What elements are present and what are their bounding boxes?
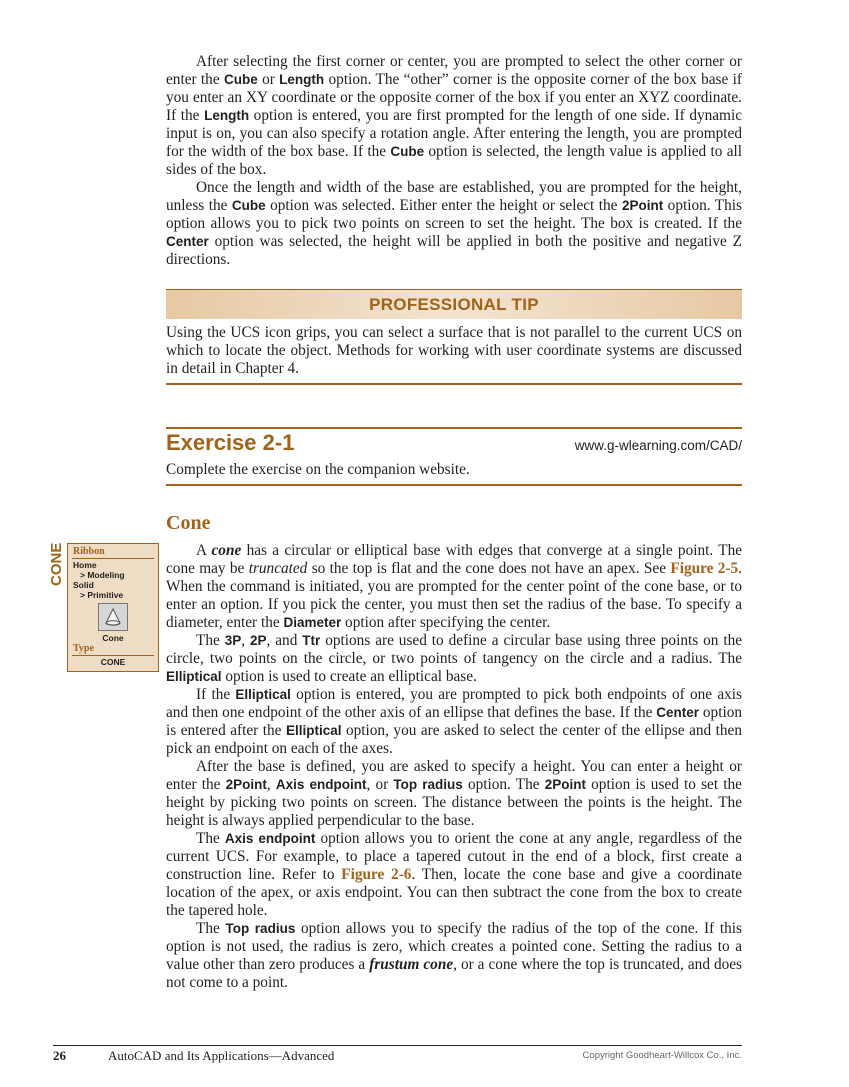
key-term: frustum cone (369, 956, 454, 973)
command-option: Axis endpoint (224, 831, 316, 846)
exercise-header (166, 430, 742, 456)
command-option: Center (656, 705, 700, 720)
text-run: The (196, 920, 226, 937)
italic-term: truncated (248, 560, 308, 577)
paragraph (166, 632, 742, 686)
command-option: Length (204, 108, 250, 123)
professional-tip-heading: PROFESSIONAL TIP (166, 289, 742, 319)
command-option: Ttr (302, 633, 321, 648)
text-run: The (196, 632, 225, 649)
text-run: If the (196, 686, 236, 703)
text-run: , and (266, 632, 303, 649)
cone-button-label: Cone (102, 633, 124, 643)
text-run: Once the length and width of the base are established, you are prompted for the height, unless the (166, 179, 742, 214)
command-option: 2Point (621, 198, 664, 213)
paragraph (166, 920, 742, 992)
text-run: option is entered after the (166, 704, 743, 739)
command-option: 3P (224, 633, 242, 648)
text-run: option. The (462, 776, 545, 793)
text-run: option allows you to orient the cone at any angle, regardless of the current UCS. For example, to place a tapered cutout in the end of a block, first create a construction line. Refer to (166, 830, 742, 883)
ribbon-panel: > Modeling (80, 570, 125, 580)
ribbon-label: Ribbon (73, 546, 105, 557)
text-run: The (196, 830, 225, 847)
text-run: . Then, locate the cone base and give a coordinate location of the apex, or axis endpoint. You can then subtract the cone from the box to create the tapered hole. (166, 866, 743, 919)
command-name: CONE (100, 657, 126, 667)
exercise-title: Exercise 2-1 (166, 430, 295, 455)
ribbon-panel: > Primitive (80, 590, 124, 600)
tip-text: Using the UCS icon grips, you can select a surface that is not parallel to the current UCS on which to locate the object. Methods for working with user coordinate systems are discussed in detail in Chapter 4. (166, 324, 742, 377)
paragraph (166, 758, 742, 830)
copyright: Copyright Goodheart-Willcox Co., Inc. (582, 1050, 742, 1061)
text-run: option after specifying the center. (341, 614, 551, 631)
command-option: Elliptical (166, 669, 222, 684)
text-run: , (266, 776, 276, 793)
text-run: option was selected, the height will be applied in both the positive and negative Z directions. (166, 233, 742, 268)
section-title: Cone (166, 512, 211, 534)
cone-icon (103, 607, 123, 627)
text-run: option is entered, you are first prompted for the length of one side. If dynamic input is on, you can also specify a rotation angle. After entering the length, you are prompted for the width of the box base. If the (166, 107, 742, 160)
type-label: Type (73, 643, 94, 654)
key-term: cone (211, 542, 242, 559)
command-option: Elliptical (235, 687, 291, 702)
command-option: Length (279, 72, 325, 87)
text-run: option is used to set the height by picking two points on screen. The distance between the points is the height. The height is always applied perpendicular to the base. (166, 776, 742, 829)
paragraph (166, 179, 742, 269)
divider (72, 655, 154, 656)
paragraph (166, 686, 742, 758)
book-title: AutoCAD and Its Applications—Advanced (108, 1048, 335, 1063)
command-option: Top radius (393, 777, 463, 792)
text-run: option was selected. Either enter the height or select the (265, 197, 622, 214)
professional-tip (166, 324, 742, 378)
command-option: Elliptical (285, 723, 342, 738)
text-run: , or a cone where the top is truncated, and does not come to a point. (166, 956, 742, 991)
paragraph (166, 830, 742, 920)
text-run: option. The “other” corner is the opposite corner of the box base if you enter an XY coordinate or the opposite corner of the box if you enter an XYZ coordinate. If the (166, 71, 742, 124)
text-run: options are used to define a circular base using three points on the circle, two points on the circle, or two points of tangency on the circle and a radius. The (166, 632, 743, 667)
text-run: option is used to create an elliptical base. (221, 668, 477, 685)
text-run: option is entered, you are prompted to pick both endpoints of one axis and then one endpoint of the other axis of an ellipse that defines the base. If the (166, 686, 742, 721)
text-run: After the base is defined, you are asked to specify a height. You can enter a height or enter the (166, 758, 742, 793)
exercise-bottom-rule (166, 484, 742, 486)
command-option: Diameter (283, 615, 342, 630)
command-option: Center (166, 234, 209, 249)
text-run: so the top is flat and the cone does not have an apex. See (307, 560, 671, 577)
divider (72, 558, 154, 559)
intro-text (166, 53, 742, 269)
exercise-top-rule (166, 427, 742, 429)
text-run: , (241, 632, 250, 649)
ribbon-tab: Home (73, 560, 97, 570)
exercise-url-link[interactable]: www.g-wlearning.com/CAD/ (574, 438, 742, 453)
text-run: or (257, 71, 280, 88)
command-option: 2Point (544, 777, 586, 792)
paragraph (166, 542, 742, 632)
text-run: option is selected, the length value is applied to all sides of the box. (166, 143, 742, 178)
command-option: 2P (250, 633, 267, 648)
command-option: Top radius (225, 921, 296, 936)
command-option: Cube (223, 72, 258, 87)
text-run: option. This option allows you to pick two points on screen to set the height. The box is created. If the (166, 197, 742, 232)
page-number: 26 (53, 1048, 66, 1063)
exercise-text: Complete the exercise on the companion website. (166, 461, 470, 478)
command-option: Axis endpoint (275, 777, 367, 792)
text-run: , or (366, 776, 394, 793)
text-run: After selecting the first corner or center, you are prompted to select the other corner or enter the (166, 53, 742, 88)
figure-reference[interactable]: Figure 2-5 (670, 560, 739, 577)
command-option: Cube (390, 144, 425, 159)
text-run: option, you are asked to select the center of the ellipse and then pick an endpoint on each of the axes. (166, 722, 742, 757)
cone-button[interactable] (98, 603, 128, 631)
tip-bottom-rule (166, 383, 742, 385)
command-access-box (67, 543, 159, 672)
sidebar-vertical-label: CONE (48, 542, 65, 586)
text-run: . When the command is initiated, you are prompted for the center point of the cone base, or to enter an option. If you pick the center, you must then set the radius of the base. To specify a diameter, enter the (166, 560, 742, 631)
figure-reference[interactable]: Figure 2-6 (341, 866, 412, 883)
command-option: 2Point (225, 777, 267, 792)
command-option: Cube (231, 198, 266, 213)
page-footer (53, 1045, 742, 1064)
text-run: A (196, 542, 212, 559)
paragraph (166, 53, 742, 179)
ribbon-tab: Solid (73, 580, 94, 590)
text-run: option allows you to specify the radius of the top of the cone. If this option is not used, the radius is zero, which creates a pointed cone. Setting the radius to a value other than zero produces a (166, 920, 742, 973)
text-run: has a circular or elliptical base with edges that converge at a single point. The cone may be (166, 542, 743, 577)
cone-text (166, 542, 742, 992)
